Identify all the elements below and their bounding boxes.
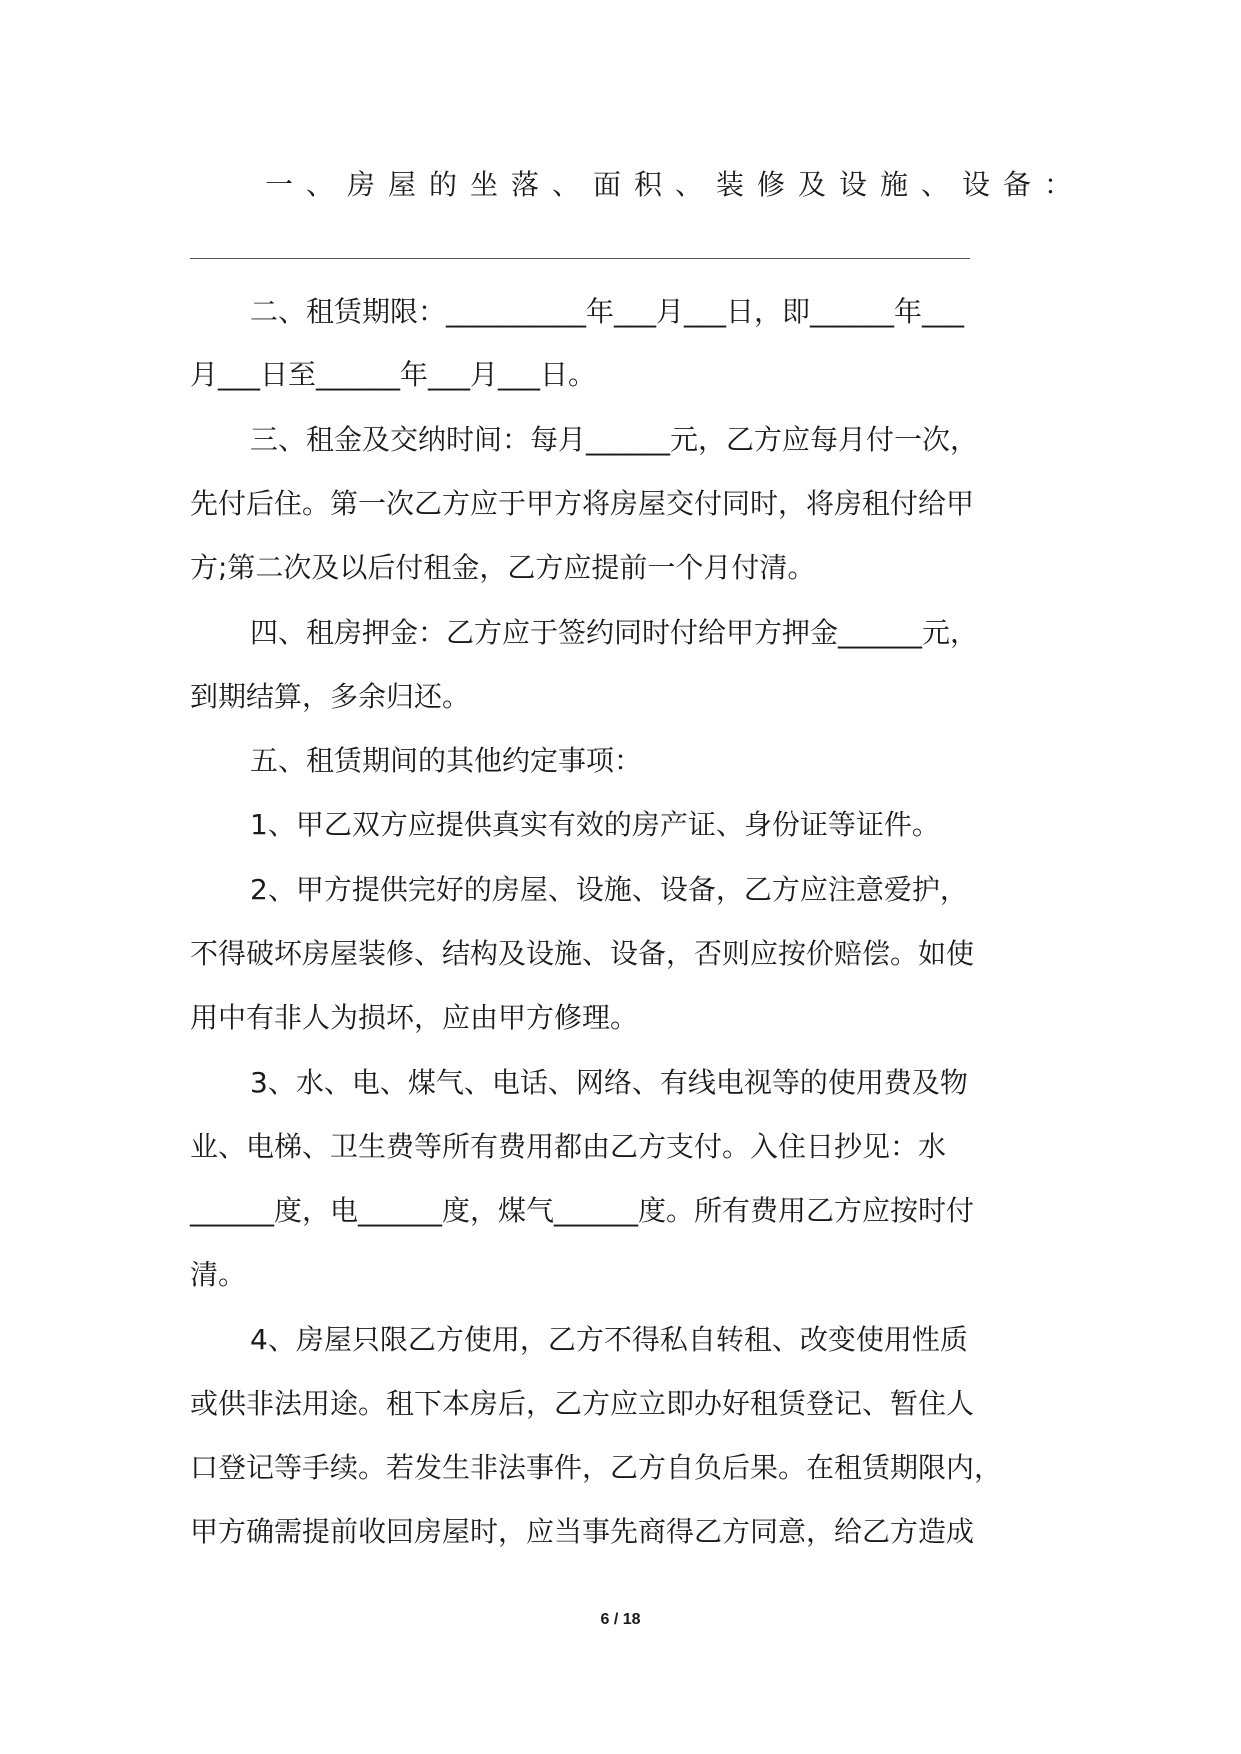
paragraph-line: 月___日至______年___月___日。 (190, 358, 597, 391)
paragraph-line: 不得破坏房屋装修、结构及设施、设备，否则应按价赔偿。如使 (190, 937, 975, 970)
paragraph-line: ______度，电______度，煤气______度。所有费用乙方应按时付 (190, 1194, 975, 1227)
paragraph-line: 口登记等手续。若发生非法事件，乙方自负后果。在租赁期限内， (190, 1451, 1003, 1484)
paragraph-line: 4、房屋只限乙方使用，乙方不得私自转租、改变使用性质 (250, 1323, 968, 1356)
paragraph-line: 甲方确需提前收回房屋时，应当事先商得乙方同意，给乙方造成 (190, 1515, 975, 1548)
paragraph-line: 五、租赁期间的其他约定事项： (250, 744, 643, 777)
paragraph-line: 用中有非人为损坏，应由甲方修理。 (190, 1001, 639, 1034)
blank-underline (190, 258, 970, 259)
paragraph-line: 业、电梯、卫生费等所有费用都由乙方支付。入住日抄见：水 (190, 1130, 947, 1163)
paragraph-line: 或供非法用途。租下本房后，乙方应立即办好租赁登记、暂住人 (190, 1387, 975, 1420)
paragraph-line: 清。 (190, 1258, 247, 1291)
paragraph-line: 先付后住。第一次乙方应于甲方将房屋交付同时，将房租付给甲 (190, 487, 975, 520)
paragraph-line: 三、租金及交纳时间：每月______元，乙方应每月付一次， (250, 423, 979, 456)
paragraph-line: 1、甲乙双方应提供真实有效的房产证、身份证等证件。 (250, 808, 940, 841)
paragraph-line: 方;第二次及以后付租金，乙方应提前一个月付清。 (190, 551, 816, 584)
paragraph-line: 四、租房押金：乙方应于签约同时付给甲方押金______元， (250, 616, 979, 649)
paragraph-line: 到期结算，多余归还。 (190, 680, 471, 713)
paragraph-line: 2、甲方提供完好的房屋、设施、设备，乙方应注意爱护， (250, 873, 968, 906)
paragraph-line: 二、租赁期限：__________年___月___日，即______年___ (250, 295, 965, 328)
page-number: 6 / 18 (600, 1611, 641, 1628)
paragraph-line: 3、水、电、煤气、电话、网络、有线电视等的使用费及物 (250, 1066, 968, 1099)
section-heading: 一、房屋的坐落、面积、装修及设施、设备： (265, 168, 1086, 201)
